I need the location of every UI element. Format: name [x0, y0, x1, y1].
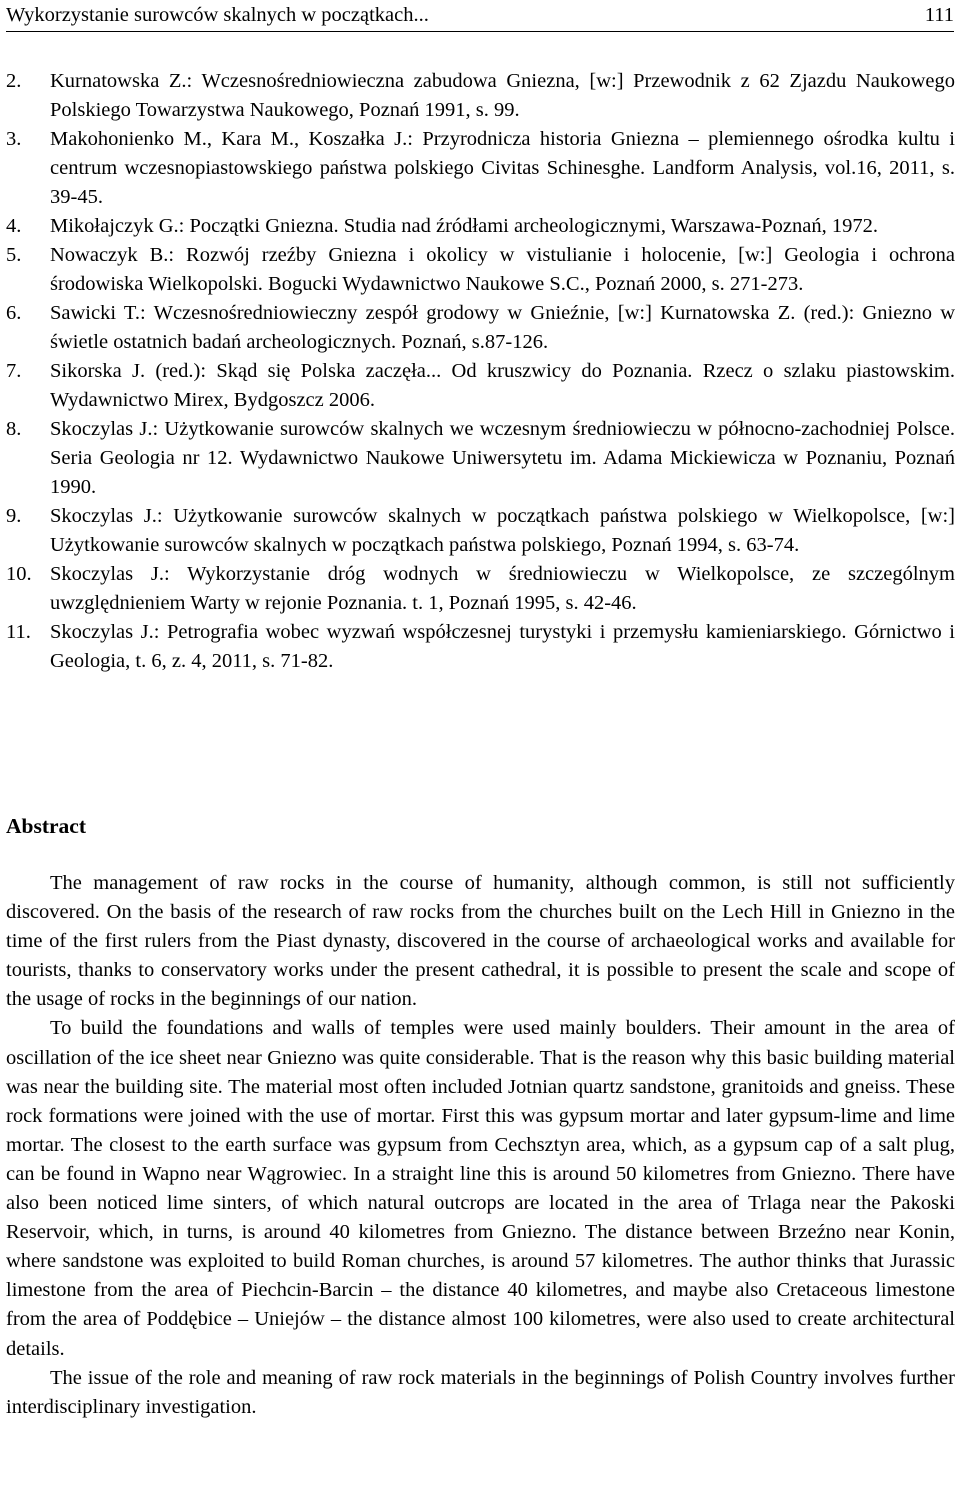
reference-text: Skoczylas J.: Użytkowanie surowców skalnych w początkach państwa polskiego w Wielkopolsce, [w:] Użytkowanie surowców skalnych w początkach państwa polskiego, Poznań 1994, s. 63-74.	[50, 505, 955, 556]
abstract-heading: Abstract	[6, 814, 87, 838]
running-title: Wykorzystanie surowców skalnych w początkach...	[6, 4, 429, 26]
reference-text: Makohonienko M., Kara M., Koszałka J.: Przyrodnicza historia Gniezna – plemiennego ośrodka kultu i centrum wczesnopiastowskiego państwa polskiego Civitas Schinesghe. Landform Analysis, vol.16, 2011, s. 39-45.	[50, 128, 955, 208]
reference-number: 7.	[6, 360, 22, 382]
reference-number: 8.	[6, 418, 22, 440]
reference-text: Skoczylas J.: Petrografia wobec wyzwań współczesnej turystyki i przemysłu kamieniarskiego. Górnictwo i Geologia, t. 6, z. 4, 2011, s. 71-82.	[50, 621, 955, 672]
reference-number: 5.	[6, 244, 22, 266]
reference-number: 10.	[6, 563, 32, 585]
reference-item	[6, 125, 955, 212]
abstract-body	[6, 869, 955, 1422]
reference-item	[6, 299, 955, 357]
reference-item	[6, 67, 955, 125]
reference-item	[6, 357, 955, 415]
abstract-paragraph: To build the foundations and walls of temples were used mainly boulders. Their amount in the area of oscillation of the ice sheet near Gniezno was quite considerable. That is the reason why this basic building material was near the building site. The material most often included Jotnian quartz sandstone, granitoids and gneiss. These rock formations were joined with the use of mortar. First this was gypsum mortar and later gypsum-lime and lime mortar. The closest to the earth surface was gypsum from Cechsztyn area, which, as a gypsum cap of a salt plug, can be found in Wapno near Wągrowiec. In a straight line this is around 50 kilometres from Gniezno. There have also been noticed lime sinters, of which natural outcrops are located in the area of Trlaga near the Pakoski Reservoir, which, in turns, is around 40 kilometres from Gniezno. The distance between Brzeźno near Konin, where sandstone was exploited to build Roman churches, is around 57 kilometres. The author thinks that Jurassic limestone from the area of Piechcin-Barcin – the distance 40 kilometres, and maybe also Cretaceous limestone from the area of Poddębice – Uniejów – the distance almost 100 kilometres, were also used to create architectural details.	[6, 1017, 955, 1360]
page-number: 111	[924, 4, 954, 26]
reference-text: Sikorska J. (red.): Skąd się Polska zaczęła... Od kruszwicy do Poznania. Rzecz o szlaku piastowskim. Wydawnictwo Mirex, Bydgoszcz 2006.	[50, 360, 955, 411]
reference-item	[6, 502, 955, 560]
reference-item	[6, 212, 955, 241]
reference-number: 11.	[6, 621, 31, 643]
reference-number: 4.	[6, 215, 22, 237]
reference-item	[6, 241, 955, 299]
reference-text: Skoczylas J.: Wykorzystanie dróg wodnych w średniowieczu w Wielkopolsce, ze szczególnym uwzględnieniem Warty w rejonie Poznania. t. 1, Poznań 1995, s. 42-46.	[50, 563, 955, 614]
reference-item	[6, 618, 955, 676]
reference-text: Sawicki T.: Wczesnośredniowieczny zespół grodowy w Gnieźnie, [w:] Kurnatowska Z. (red.): Gniezno w świetle ostatnich badań archeologicznych. Poznań, s.87-126.	[50, 302, 955, 353]
abstract-paragraph: The management of raw rocks in the course of humanity, although common, is still not sufficiently discovered. On the basis of the research of raw rocks from the churches built on the Lech Hill in Gniezno in the time of the first rulers from the Piast dynasty, discovered in the course of archaeological works and available for tourists, thanks to conservatory works under the present cathedral, it is possible to present the scale and scope of the usage of rocks in the beginnings of our nation.	[6, 872, 955, 1011]
abstract-paragraph: The issue of the role and meaning of raw rock materials in the beginnings of Polish Country involves further interdisciplinary investigation.	[6, 1366, 955, 1418]
reference-item	[6, 415, 955, 502]
reference-text: Mikołajczyk G.: Początki Gniezna. Studia nad źródłami archeologicznymi, Warszawa-Poznań, 1972.	[50, 215, 878, 237]
reference-item	[6, 560, 955, 618]
reference-text: Nowaczyk B.: Rozwój rzeźby Gniezna i okolicy w vistulianie i holocenie, [w:] Geologia i ochrona środowiska Wielkopolski. Bogucki Wydawnictwo Naukowe S.C., Poznań 2000, s. 271-273.	[50, 244, 955, 295]
reference-number: 3.	[6, 128, 22, 150]
reference-number: 9.	[6, 505, 22, 527]
reference-number: 6.	[6, 302, 22, 324]
reference-number: 2.	[6, 70, 22, 92]
reference-text: Skoczylas J.: Użytkowanie surowców skalnych we wczesnym średniowieczu w północno-zachodniej Polsce. Seria Geologia nr 12. Wydawnictwo Naukowe Uniwersytetu im. Adama Mickiewicza w Poznaniu, Poznań 1990.	[50, 418, 955, 498]
reference-text: Kurnatowska Z.: Wczesnośredniowieczna zabudowa Gniezna, [w:] Przewodnik z 62 Zjazdu Naukowego Polskiego Towarzystwa Naukowego, Poznań 1991, s. 99.	[50, 70, 955, 121]
running-header	[6, 2, 954, 32]
reference-list	[6, 67, 955, 676]
